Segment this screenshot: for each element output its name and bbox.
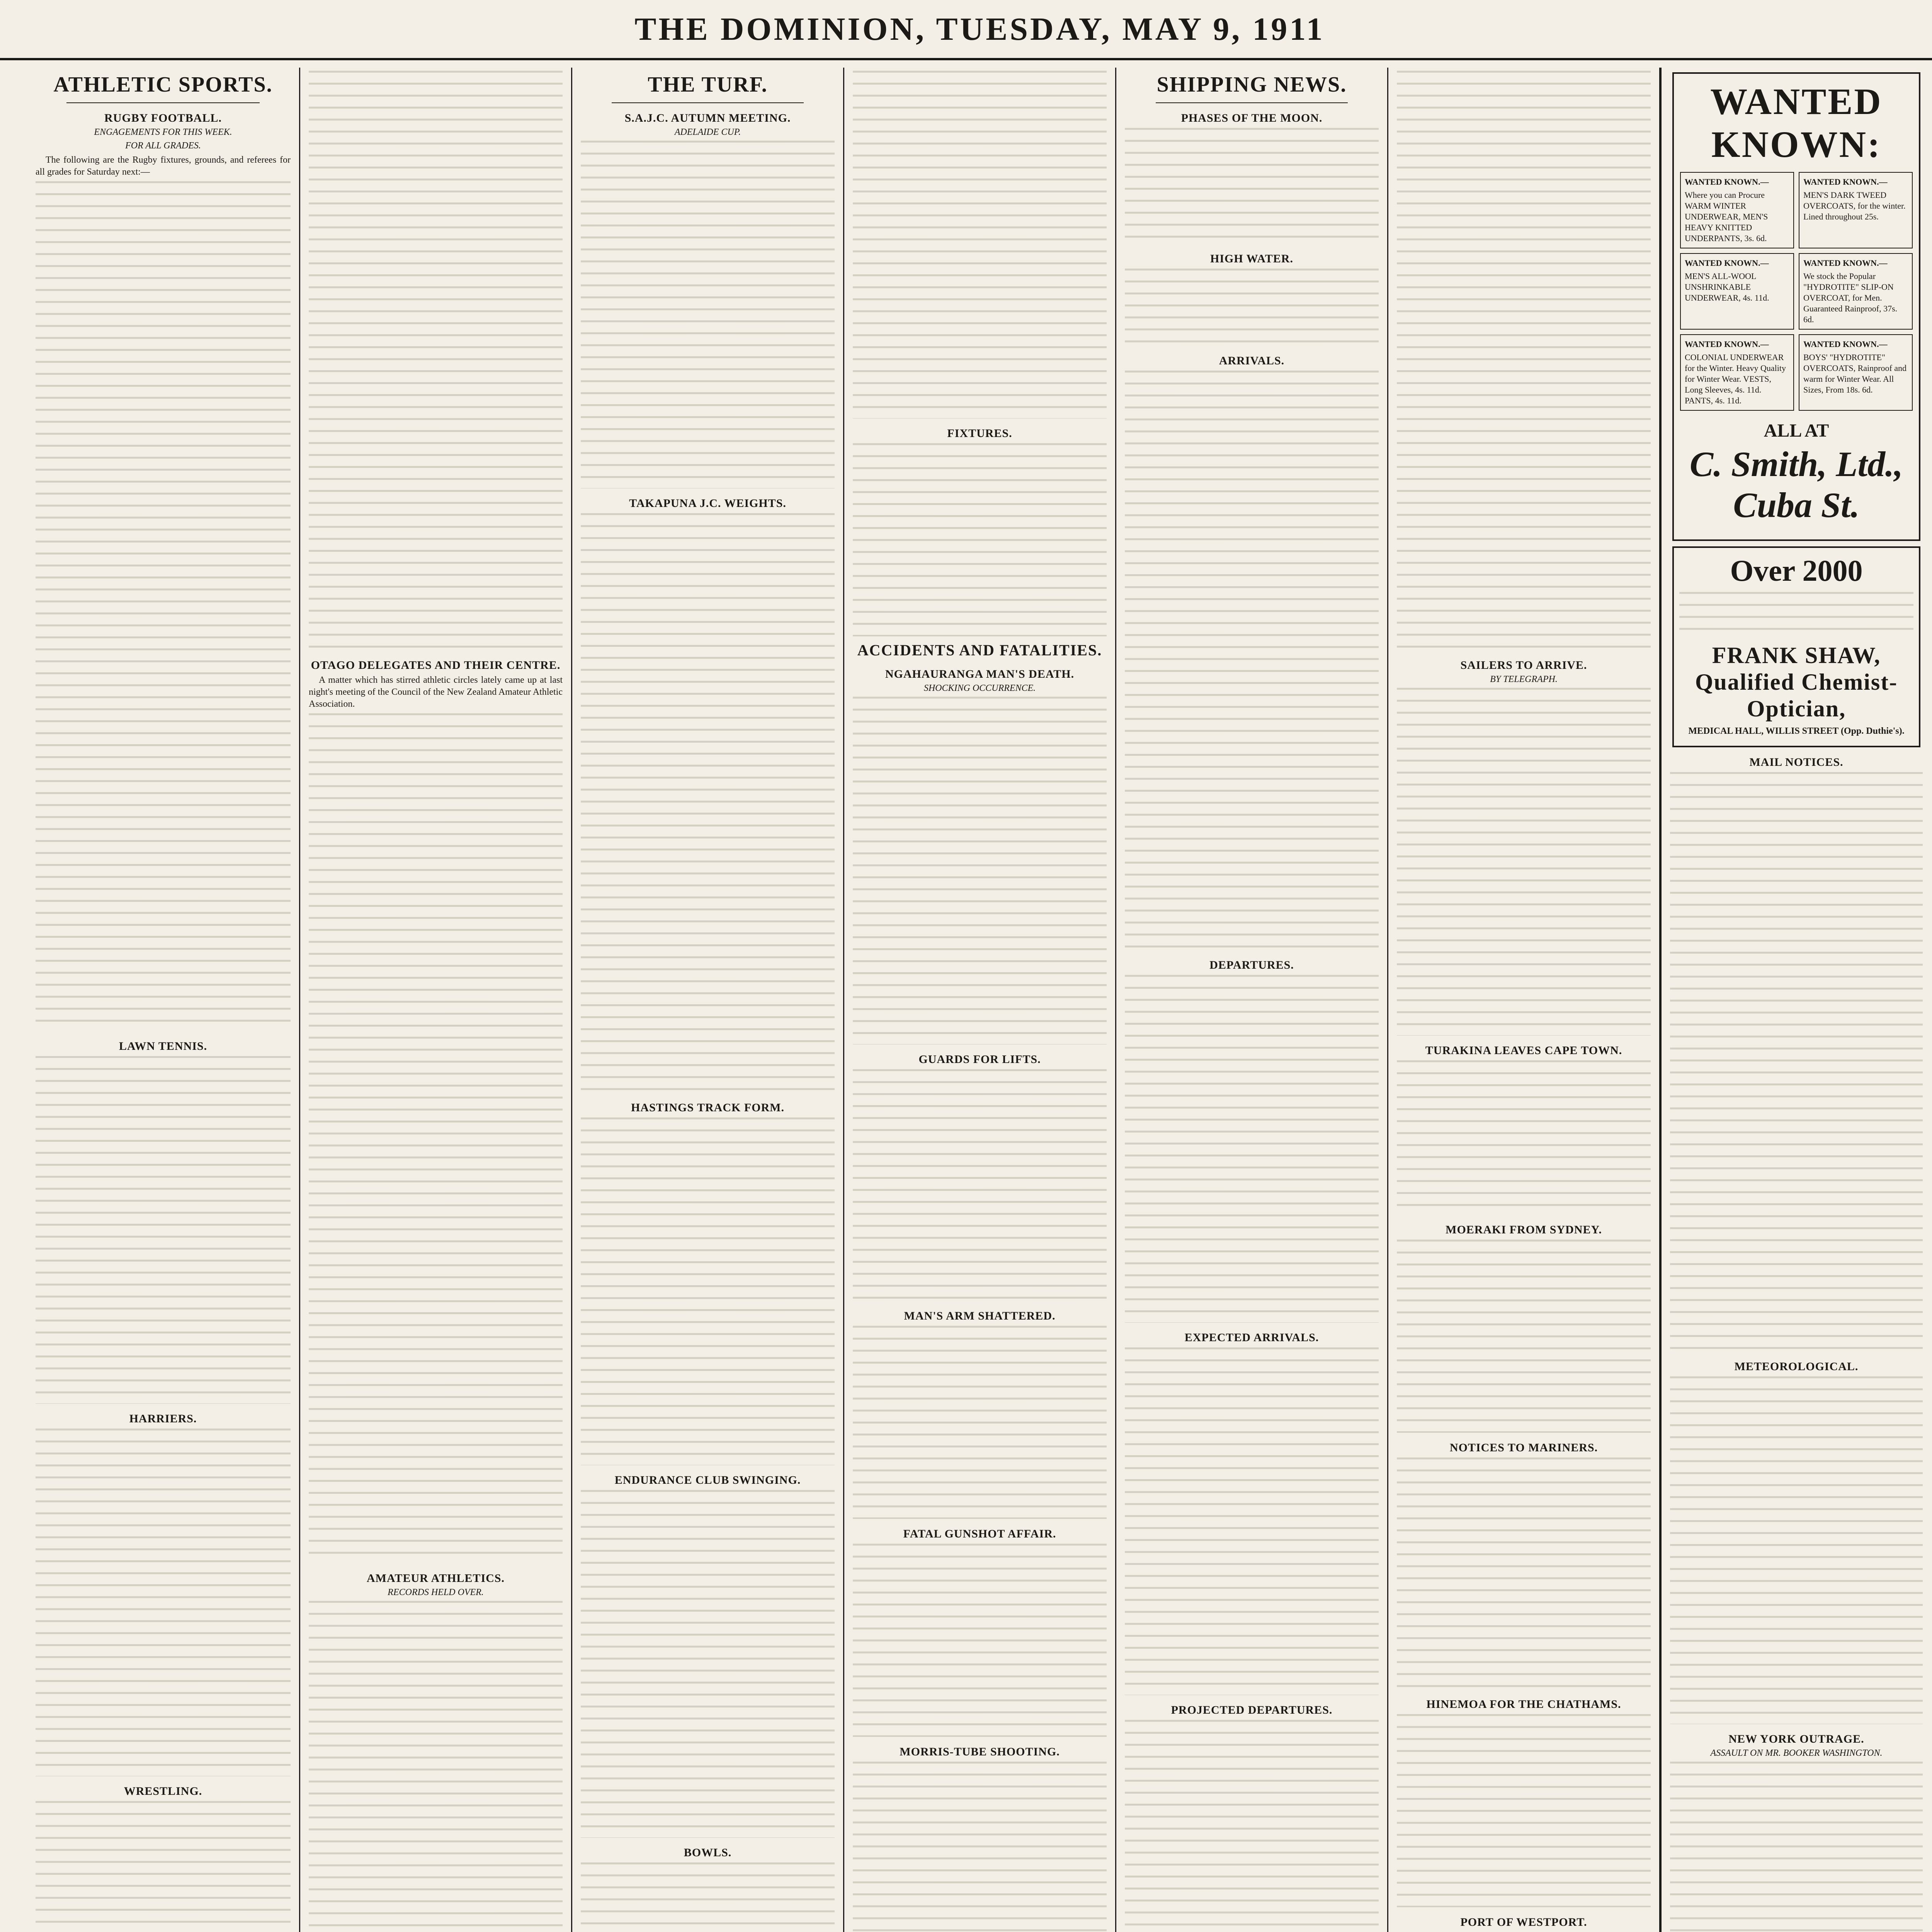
column-athletic-sports: [27, 68, 299, 1932]
body-text-block: [853, 1069, 1107, 1301]
body-text-block: [309, 1601, 563, 1932]
section-heading: ATHLETIC SPORTS.: [53, 73, 273, 97]
subheading: ENGAGEMENTS FOR THIS WEEK.: [94, 127, 232, 137]
section-heading: SAILERS TO ARRIVE.: [1460, 659, 1587, 672]
section-heading: LAWN TENNIS.: [119, 1040, 207, 1053]
body-text-block: [853, 443, 1107, 636]
section-heading: HARRIERS.: [129, 1412, 197, 1425]
subheading: ASSAULT ON MR. BOOKER WASHINGTON.: [1710, 1748, 1883, 1758]
article-text: A matter which has stirred athletic circles lately came up at last night's meeting of the Council of the New Zealand Amateur Athletic Association.: [309, 675, 563, 709]
subheading: BY TELEGRAPH.: [1490, 674, 1558, 684]
ad-company-name: FRANK SHAW, Qualified Chemist-Optician,: [1695, 643, 1898, 721]
body-text-block: [1670, 1762, 1923, 1932]
section-heading: MORRIS-TUBE SHOOTING.: [900, 1745, 1060, 1758]
section-heading: TAKAPUNA J.C. WEIGHTS.: [629, 497, 786, 510]
body-text-block: [36, 181, 291, 1031]
body-text-block: [581, 1117, 835, 1465]
section-heading: WRESTLING.: [124, 1785, 202, 1798]
body-text-block: [1397, 1714, 1651, 1907]
ad-cell: WANTED KNOWN.— MEN'S ALL-WOOL UNSHRINKABLE UNDERWEAR, 4s. 11d.: [1680, 253, 1794, 330]
section-heading: OTAGO DELEGATES AND THEIR CENTRE.: [311, 659, 561, 672]
body-text-block: [1397, 1458, 1651, 1689]
body-text-block: [1397, 688, 1651, 1036]
section-heading: DEPARTURES.: [1209, 959, 1294, 971]
body-text-block: [581, 1490, 835, 1838]
subheading: ADELAIDE CUP.: [674, 127, 741, 137]
subheading: NGAHAURANGA MAN'S DEATH.: [885, 668, 1075, 680]
body-text-block: [1125, 1347, 1379, 1695]
ad-cell: WANTED KNOWN.— COLONIAL UNDERWEAR for the Winter. Heavy Quality for Winter Wear. VESTS, Long Sleeves, 4s. 11d. PANTS, 4s. 11d.: [1680, 334, 1794, 411]
subheading: S.A.J.C. AUTUMN MEETING.: [624, 112, 791, 124]
column-shipping-news: [1115, 68, 1387, 1932]
section-heading: ARRIVALS.: [1219, 354, 1285, 367]
subheading: SHOCKING OCCURRENCE.: [923, 683, 1036, 693]
section-heading: ENDURANCE CLUB SWINGING.: [614, 1474, 801, 1486]
body-text-block: [853, 1762, 1107, 1932]
column-the-turf: [571, 68, 843, 1932]
subheading: FOR ALL GRADES.: [125, 141, 201, 151]
subheading: RUGBY FOOTBALL.: [104, 112, 222, 124]
section-heading: NOTICES TO MARINERS.: [1449, 1441, 1598, 1454]
article-text: The following are the Rugby fixtures, grounds, and referees for all grades for Saturday next:—: [36, 155, 291, 177]
subheading: PHASES OF THE MOON.: [1181, 112, 1323, 124]
body-text-block: [853, 697, 1107, 1044]
wanted-known-advertisement: [1672, 72, 1920, 541]
column-sailers: [1387, 68, 1659, 1932]
ad-company-name: C. Smith, Ltd., Cuba St.: [1689, 444, 1903, 525]
body-text-block: [1125, 371, 1379, 950]
body-text-block: [309, 71, 563, 650]
body-text-block: [36, 1056, 291, 1404]
section-heading: FIXTURES.: [947, 427, 1012, 440]
subheading: RECORDS HELD OVER.: [388, 1587, 484, 1597]
body-text-block: [1125, 128, 1379, 244]
body-text-block: [853, 71, 1107, 418]
section-heading: NEW YORK OUTRAGE.: [1728, 1733, 1864, 1745]
body-text-block: [1125, 975, 1379, 1323]
body-text-block: [36, 1429, 291, 1776]
ad-cell: WANTED KNOWN.— Where you can Procure WARM WINTER UNDERWEAR, MEN'S HEAVY KNITTED UNDERPANTS, 3s. 6d.: [1680, 172, 1794, 248]
column-otago-delegates: [299, 68, 571, 1932]
body-text-block: [1397, 1060, 1651, 1215]
section-heading: METEOROLOGICAL.: [1734, 1360, 1859, 1373]
newspaper-page: [27, 68, 1932, 1932]
column-advertisements: [1659, 68, 1931, 1932]
ad-cell: WANTED KNOWN.— BOYS' "HYDROTITE" OVERCOATS, Rainproof and warm for Winter Wear. All Sizes, From 18s. 6d.: [1799, 334, 1913, 411]
body-text-block: [853, 1544, 1107, 1737]
section-heading: TURAKINA LEAVES CAPE TOWN.: [1425, 1044, 1622, 1057]
column-accidents: [843, 68, 1115, 1932]
body-text-block: [1125, 1720, 1379, 1932]
subheading: HIGH WATER.: [1210, 252, 1293, 265]
ad-headline: WANTED KNOWN:: [1710, 81, 1883, 165]
section-heading: GUARDS FOR LIFTS.: [918, 1053, 1041, 1066]
newspaper-masthead: THE DOMINION, TUESDAY, MAY 9, 1911: [0, 0, 1932, 60]
ad-address: MEDICAL HALL, WILLIS STREET (Opp. Duthie's).: [1688, 726, 1905, 736]
ad-all-at: ALL AT: [1764, 420, 1829, 441]
ad-cell: WANTED KNOWN.— MEN'S DARK TWEED OVERCOATS, for the winter. Lined throughout 25s.: [1799, 172, 1913, 248]
section-heading: PROJECTED DEPARTURES.: [1171, 1704, 1333, 1716]
ad-body-text: [1679, 592, 1913, 638]
section-heading: MAIL NOTICES.: [1749, 756, 1844, 769]
body-text-block: [581, 513, 835, 1093]
frank-shaw-advertisement: [1672, 546, 1920, 747]
ad-headline: Over 2000: [1730, 554, 1863, 587]
body-text-block: [309, 713, 563, 1563]
section-heading: SHIPPING NEWS.: [1156, 73, 1347, 97]
section-heading: MOERAKI FROM SYDNEY.: [1446, 1223, 1602, 1236]
body-text-block: [853, 1326, 1107, 1519]
section-heading: BOWLS.: [684, 1846, 732, 1859]
body-text-block: [581, 1862, 835, 1932]
section-heading: FATAL GUNSHOT AFFAIR.: [903, 1527, 1056, 1540]
section-heading: THE TURF.: [648, 73, 768, 97]
ad-cell: WANTED KNOWN.— We stock the Popular "HYDROTITE" SLIP-ON OVERCOAT, for Men. Guaranteed Rainproof, 37s. 6d.: [1799, 253, 1913, 330]
body-text-block: [1125, 269, 1379, 346]
section-heading: HASTINGS TRACK FORM.: [631, 1101, 784, 1114]
section-heading: EXPECTED ARRIVALS.: [1184, 1331, 1319, 1344]
body-text-block: [1397, 71, 1651, 650]
body-text-block: [36, 1801, 291, 1932]
section-heading: PORT OF WESTPORT.: [1460, 1916, 1587, 1929]
ad-grid: [1680, 172, 1913, 411]
section-heading: MAN'S ARM SHATTERED.: [904, 1310, 1056, 1322]
body-text-block: [1397, 1240, 1651, 1433]
section-heading: HINEMOA FOR THE CHATHAMS.: [1426, 1698, 1621, 1711]
section-heading: ACCIDENTS AND FATALITIES.: [857, 641, 1102, 659]
body-text-block: [581, 141, 835, 488]
section-heading: AMATEUR ATHLETICS.: [367, 1572, 505, 1585]
body-text-block: [1670, 772, 1923, 1352]
body-text-block: [1670, 1376, 1923, 1724]
